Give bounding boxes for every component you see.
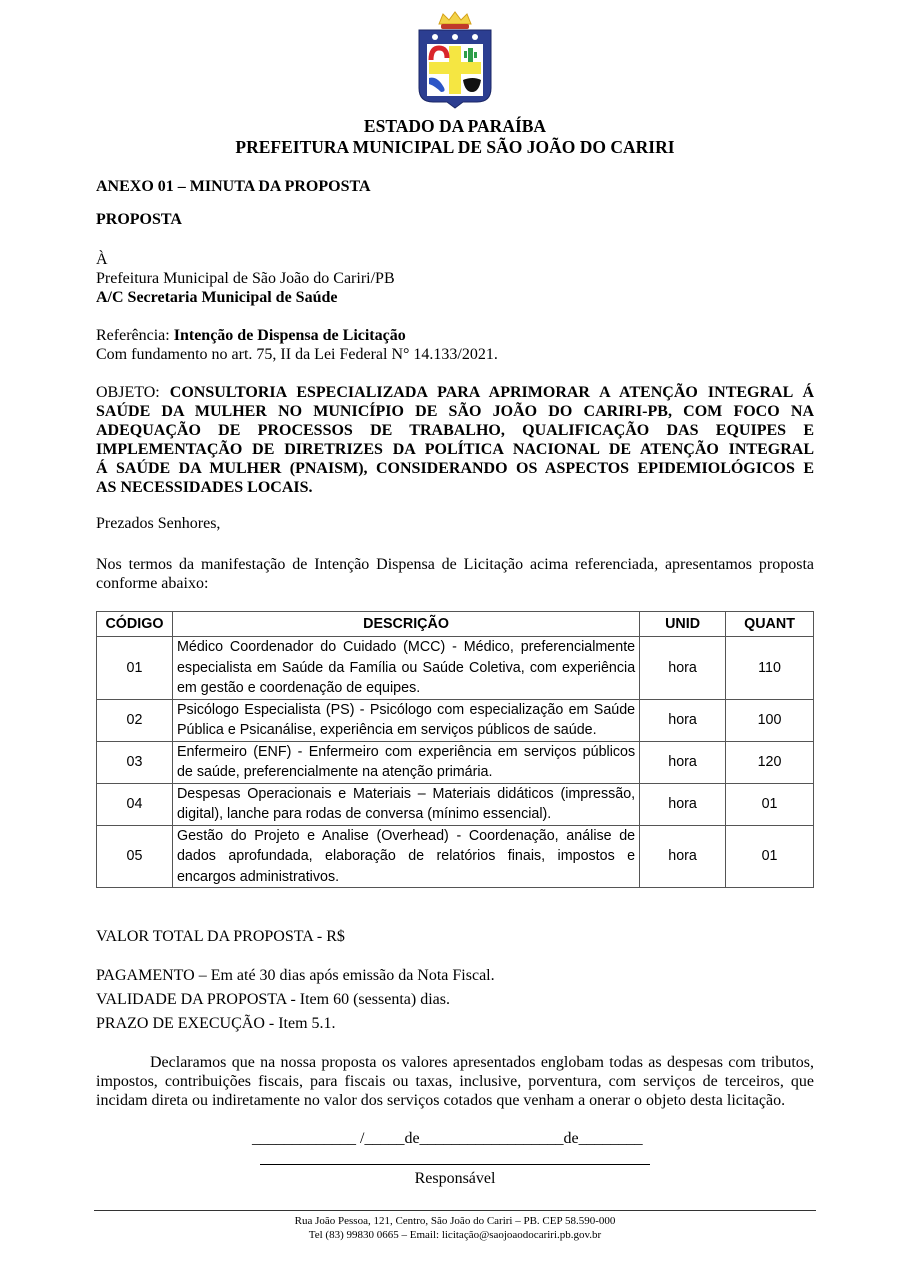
recipient-line-2: A/C Secretaria Municipal de Saúde bbox=[96, 289, 338, 306]
coat-of-arms-icon bbox=[415, 10, 495, 110]
cell-description: Enfermeiro (ENF) - Enfermeiro com experiência em serviços públicos de saúde, preferencialmente na atenção primária. bbox=[172, 741, 639, 783]
table-header-row bbox=[97, 612, 814, 637]
signature-date-line: _____________ /_____de__________________de________ bbox=[252, 1130, 643, 1147]
annex-title: ANEXO 01 – MINUTA DA PROPOSTA bbox=[96, 178, 371, 195]
cell-quantity: 01 bbox=[726, 825, 814, 888]
cell-unit: hora bbox=[640, 637, 726, 700]
objeto-line: AS NECESSIDADES LOCAIS. bbox=[96, 479, 313, 496]
signature-label: Responsável bbox=[414, 1170, 496, 1187]
document-footer bbox=[96, 1214, 814, 1242]
payment-terms: PAGAMENTO – Em até 30 dias após emissão da Nota Fiscal. bbox=[96, 967, 495, 984]
declaration-paragraph: Declaramos que na nossa proposta os valores apresentados englobam todas as despesas com tributos, impostos, contribuições fiscais, para fiscais ou taxas, inclusive, porventura, com serviços de terceiros, que incidam direta ou indiretamente no valor dos serviços cotados que venham a onerar o objeto desta licitação. bbox=[96, 1054, 814, 1109]
reference-label: Referência: bbox=[96, 327, 174, 344]
cell-code: 01 bbox=[97, 637, 173, 700]
cell-unit: hora bbox=[640, 783, 726, 825]
cell-quantity: 110 bbox=[726, 637, 814, 700]
cell-code: 02 bbox=[97, 699, 173, 741]
footer-contact: Tel (83) 99830 0665 – Email: licitação@saojoaodocariri.pb.gov.br bbox=[308, 1229, 602, 1241]
total-value: VALOR TOTAL DA PROPOSTA - R$ bbox=[96, 928, 345, 945]
table-row bbox=[97, 637, 814, 700]
proposal-title: PROPOSTA bbox=[96, 211, 182, 228]
cell-unit: hora bbox=[640, 825, 726, 888]
recipient-salutation: À bbox=[96, 251, 108, 268]
objeto-line: CONSULTORIA ESPECIALIZADA PARA APRIMORAR A ATENÇÃO INTEGRAL Á bbox=[169, 384, 814, 401]
recipient-block bbox=[96, 250, 814, 307]
greeting: Prezados Senhores, bbox=[96, 515, 221, 532]
cell-unit: hora bbox=[640, 699, 726, 741]
cell-description: Psicólogo Especialista (PS) - Psicólogo com especialização em Saúde Pública e Psicanálise, experiência em serviços públicos de saúde. bbox=[172, 699, 639, 741]
signature-line bbox=[260, 1164, 650, 1165]
recipient-line-1: Prefeitura Municipal de São João do Cariri/PB bbox=[96, 270, 395, 287]
items-table bbox=[96, 611, 814, 888]
municipality-title: PREFEITURA MUNICIPAL DE SÃO JOÃO DO CARIRI bbox=[235, 137, 675, 157]
table-row bbox=[97, 825, 814, 888]
objeto-line: SAÚDE DA MULHER NO MUNICÍPIO DE SÃO JOÃO DO CARIRI-PB, COM FOCO NA bbox=[96, 403, 814, 420]
cell-description: Despesas Operacionais e Materiais – Materiais didáticos (impressão, digital), lanche para rodas de conversa (mínimo essencial). bbox=[172, 783, 639, 825]
intro-paragraph: Nos termos da manifestação de Intenção Dispensa de Licitação acima referenciada, apresentamos proposta conforme abaixo: bbox=[96, 556, 814, 592]
column-header-description: DESCRIÇÃO bbox=[172, 612, 639, 637]
table-row bbox=[97, 783, 814, 825]
cell-code: 03 bbox=[97, 741, 173, 783]
column-header-unit: UNID bbox=[640, 612, 726, 637]
footer-divider bbox=[94, 1210, 816, 1211]
reference-block bbox=[96, 326, 814, 364]
document-header bbox=[96, 116, 814, 158]
cell-description: Médico Coordenador do Cuidado (MCC) - Médico, preferencialmente especialista em Saúde da Família ou Saúde Coletiva, com experiência em gestão e coordenação de equipes. bbox=[172, 637, 639, 700]
objeto-label: OBJETO: bbox=[96, 384, 170, 401]
table-row bbox=[97, 741, 814, 783]
cell-description: Gestão do Projeto e Analise (Overhead) - Coordenação, análise de dados aprofundada, elaboração de relatórios finais, impostos e encargos administrativos. bbox=[172, 825, 639, 888]
state-title: ESTADO DA PARAÍBA bbox=[363, 116, 547, 136]
reference-basis: Com fundamento no art. 75, II da Lei Federal N° 14.133/2021. bbox=[96, 346, 498, 363]
table-row bbox=[97, 699, 814, 741]
validity-terms: VALIDADE DA PROPOSTA - Item 60 (sessenta) dias. bbox=[96, 991, 450, 1008]
cell-unit: hora bbox=[640, 741, 726, 783]
cell-quantity: 100 bbox=[726, 699, 814, 741]
objeto-block bbox=[96, 383, 814, 497]
column-header-quantity: QUANT bbox=[726, 612, 814, 637]
footer-address: Rua João Pessoa, 121, Centro, São João do Cariri – PB. CEP 58.590-000 bbox=[294, 1215, 616, 1227]
execution-deadline: PRAZO DE EXECUÇÃO - Item 5.1. bbox=[96, 1015, 336, 1032]
objeto-line: ADEQUAÇÃO DE PROCESSOS DE TRABALHO, QUALIFICAÇÃO DAS EQUIPES E bbox=[96, 422, 814, 439]
cell-quantity: 01 bbox=[726, 783, 814, 825]
cell-code: 04 bbox=[97, 783, 173, 825]
column-header-code: CÓDIGO bbox=[97, 612, 173, 637]
objeto-line: Á SAÚDE DA MULHER (PNAISM), CONSIDERANDO OS ASPECTOS EPIDEMIOLÓGICOS E bbox=[96, 460, 814, 477]
reference-value: Intenção de Dispensa de Licitação bbox=[173, 327, 406, 344]
objeto-line: IMPLEMENTAÇÃO DE DIRETRIZES DA POLÍTICA NACIONAL DE ATENÇÃO INTEGRAL bbox=[96, 441, 814, 458]
cell-code: 05 bbox=[97, 825, 173, 888]
cell-quantity: 120 bbox=[726, 741, 814, 783]
